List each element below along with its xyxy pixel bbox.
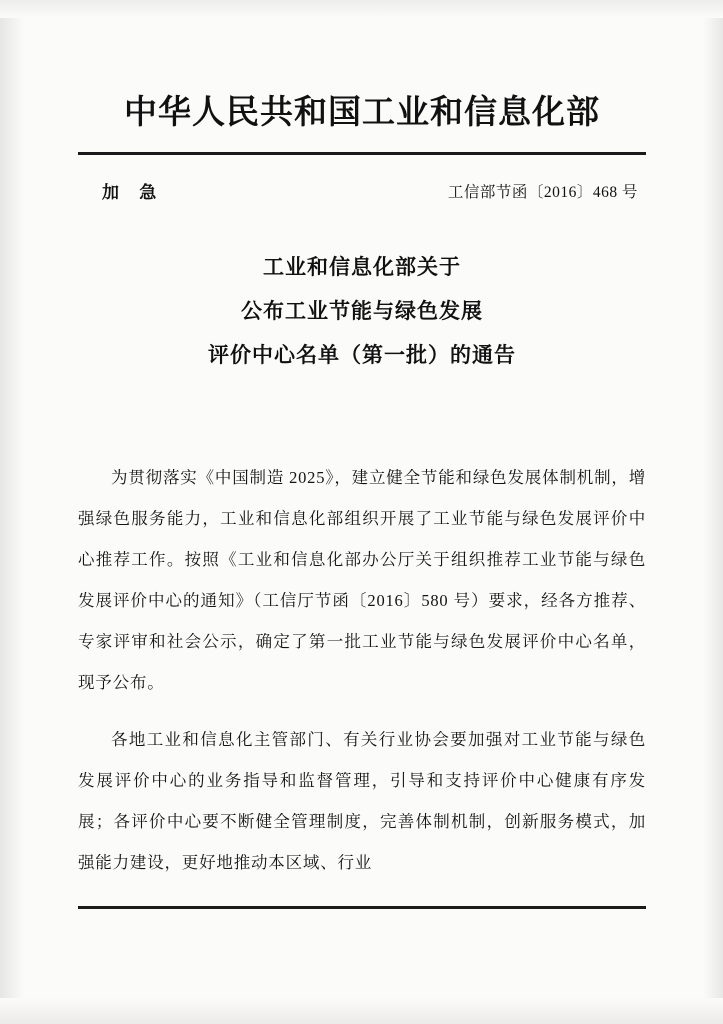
paper-edge-left: [0, 0, 24, 1024]
document-number: 工信部节函〔2016〕468 号: [447, 184, 638, 201]
footer-divider-rule: [78, 906, 646, 909]
body-paragraph-2: 各地工业和信息化主管部门、有关行业协会要加强对工业节能与绿色发展评价中心的业务指导和监督管理，引导和支持评价中心健康有序发展；各评价中心要不断健全管理制度，完善体制机制，创新服务模式，加强能力建设，更好地推动本区域、行业: [78, 730, 646, 872]
header-divider-rule: [78, 152, 646, 155]
body-paragraph-1: 为贯彻落实《中国制造 2025》，建立健全节能和绿色发展体制机制，增强绿色服务能力，工业和信息化部组织开展了工业节能与绿色发展评价中心推荐工作。按照《工业和信息化部办公厅关于组织推荐工业节能与绿色发展评价中心的通知》（工信厅节函〔2016〕580 号）要求，经各方推荐、专家评审和社会公示，确定了第一批工业节能与绿色发展评价中心名单，现予公布。: [78, 467, 646, 692]
document-body: [78, 440, 646, 900]
document-meta-row: [78, 178, 646, 204]
paper-edge-right: [703, 0, 723, 1024]
document-title: [78, 245, 646, 377]
document-title-line-1: 工业和信息化部关于: [263, 255, 461, 279]
document-content: [78, 0, 646, 1024]
document-title-line-2: 公布工业节能与绿色发展: [241, 299, 483, 323]
document-title-line-3: 评价中心名单（第一批）的通告: [208, 343, 516, 367]
urgency-label: 加 急: [102, 183, 165, 202]
issuing-organization-title: 中华人民共和国工业和信息化部: [124, 92, 600, 131]
